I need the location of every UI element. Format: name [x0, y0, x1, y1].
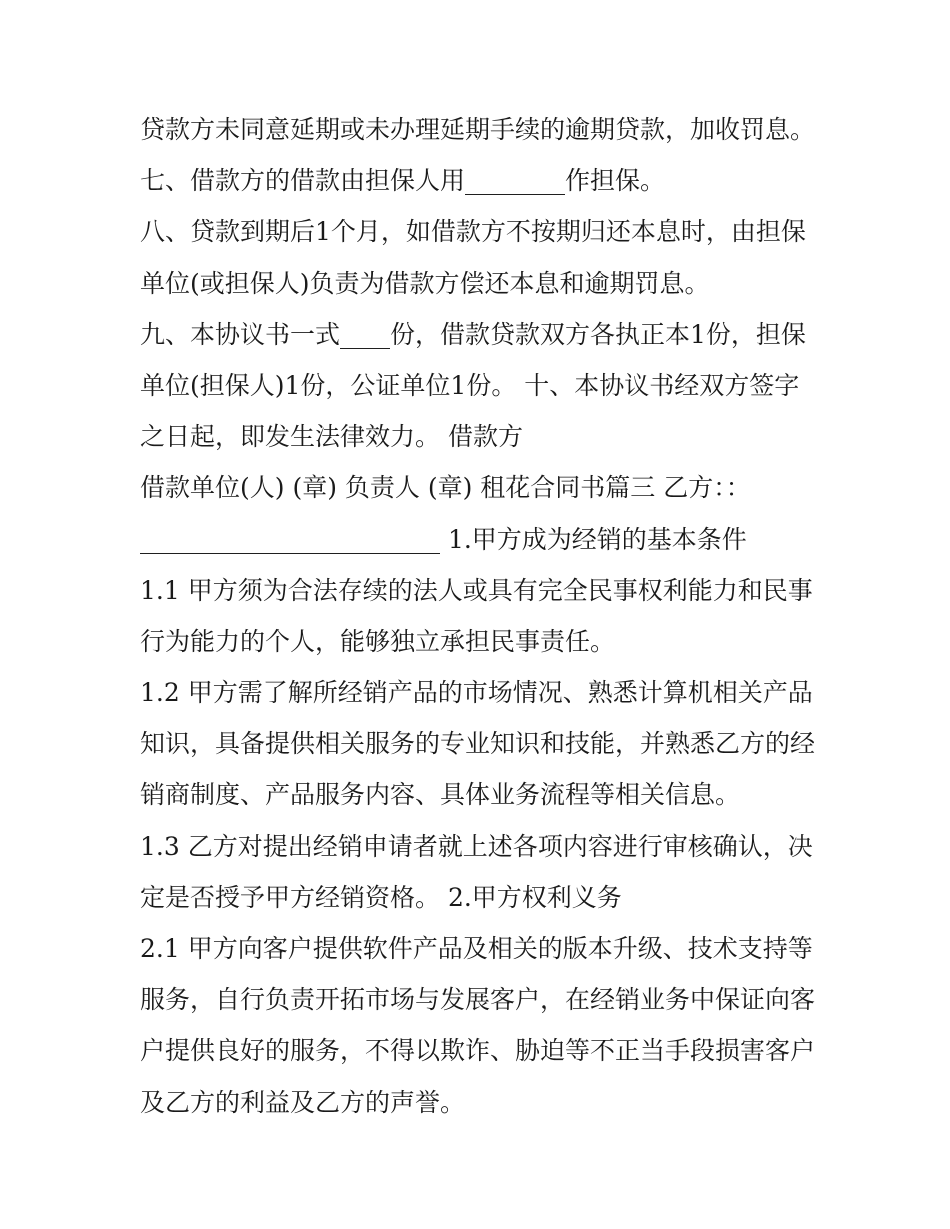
text-line: 户提供良好的服务，不得以欺诈、胁迫等不正当手段损害客户 [140, 1036, 816, 1066]
text-line: 九、本协议书一式____份，借款贷款双方各执正本1份，担保 [140, 319, 806, 349]
text-line: 及乙方的利益及乙方的声誉。 [140, 1087, 466, 1117]
text-line: 定是否授予甲方经销资格。 2.甲方权利义务 [140, 882, 622, 912]
text-line: 2.1 甲方向客户提供软件产品及相关的版本升级、技术支持等 [140, 934, 813, 963]
text-line: 知识，具备提供相关服务的专业知识和技能，并熟悉乙方的经 [140, 729, 816, 759]
text-line: 1.2 甲方需了解所经销产品的市场情况、熟悉计算机相关产品 [140, 678, 813, 708]
text-line: 七、借款方的借款由担保人用________作担保。 [140, 166, 666, 196]
text-line: 之日起，即发生法律效力。 借款方 [140, 422, 523, 452]
text-line: 八、贷款到期后1个月，如借款方不按期归还本息时，由担保 [140, 217, 806, 247]
text-line: 服务，自行负责开拓市场与发展客户，在经销业务中保证向客 [140, 985, 816, 1015]
document-body [140, 104, 830, 1128]
text-line: 销商制度、产品服务内容、具体业务流程等相关信息。 [140, 780, 741, 810]
text-line: 单位(担保人)1份，公证单位1份。 十、本协议书经双方签字 [140, 370, 800, 400]
text-line: 贷款方未同意延期或未办理延期手续的逾期贷款，加收罚息。 [140, 115, 816, 144]
text-line: 1.3 乙方对提出经销申请者就上述各项内容进行审核确认，决 [140, 831, 813, 861]
text-line: ________________________ 1.甲方成为经销的基本条件 [140, 524, 747, 554]
text-line: 单位(或担保人)负责为借款方偿还本息和逾期罚息。 [140, 268, 710, 298]
text-line: 借款单位(人) (章) 负责人 (章) 租花合同书篇三 乙方：： [140, 473, 751, 503]
text-line: 行为能力的个人，能够独立承担民事责任。 [140, 626, 616, 656]
text-line: 1.1 甲方须为合法存续的法人或具有完全民事权利能力和民事 [140, 575, 813, 605]
